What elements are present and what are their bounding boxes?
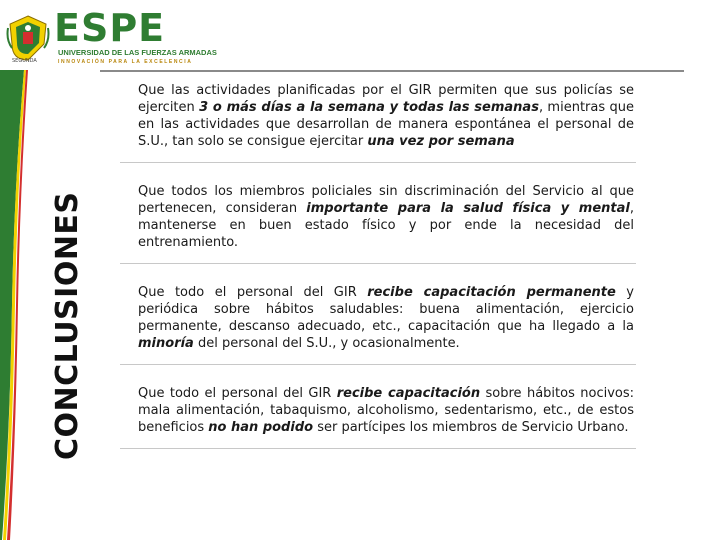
crest-label: SEGUNDA xyxy=(12,58,37,64)
flag-stripe-decoration xyxy=(0,70,28,540)
emphasized-text: 3 o más días a la semana y todas las semanas xyxy=(199,100,539,115)
page-title: CONCLUSIONES xyxy=(50,191,85,460)
conclusion-text: , mientras que en las actividades que desarrollan de manera espontánea el personal de S.U., tan solo se consigue ejercitar xyxy=(138,100,634,149)
brand-tagline: INNOVACIÓN PARA LA EXCELENCIA xyxy=(58,59,193,65)
conclusion-text: Que todos los miembros policiales sin discriminación del Servicio al que pertenecen, consideran xyxy=(138,184,634,216)
emphasized-text: no han podido xyxy=(208,420,314,435)
conclusion-item xyxy=(120,379,640,448)
emphasized-text: importante para la salud física y mental xyxy=(306,201,630,216)
brand-subtitle: UNIVERSIDAD DE LAS FUERZAS ARMADAS xyxy=(58,48,217,57)
conclusion-text: , mantenerse en buen estado físico y por ende la necesidad del entrenamiento. xyxy=(138,201,635,250)
conclusion-text: Que todo el personal del GIR xyxy=(138,386,337,401)
conclusion-text: Que las actividades planificadas por el GIR permiten que sus policías se ejerciten xyxy=(138,83,634,115)
espe-logo xyxy=(54,6,217,65)
emphasized-text: recibe capacitación xyxy=(336,386,481,401)
emphasized-text: minoría xyxy=(138,336,194,351)
university-crest-logo xyxy=(6,14,50,62)
item-divider xyxy=(120,263,636,264)
conclusion-text: ser partícipes los miembros de Servicio Urbano. xyxy=(313,420,629,435)
header-divider xyxy=(100,70,684,72)
item-divider xyxy=(120,162,636,163)
conclusion-item xyxy=(120,76,640,162)
conclusion-text: sobre hábitos nocivos: mala alimentación, tabaquismo, alcoholismo, sedentarismo, etc., de estos beneficios xyxy=(138,386,635,435)
emphasized-text: recibe capacitación permanente xyxy=(367,285,616,300)
conclusions-list xyxy=(120,76,640,463)
conclusion-item xyxy=(120,177,640,263)
item-divider xyxy=(120,448,636,449)
conclusion-text: Que todo el personal del GIR xyxy=(138,285,368,300)
conclusion-item xyxy=(120,278,640,364)
conclusion-text: del personal del S.U., y ocasionalmente. xyxy=(193,336,460,351)
item-divider xyxy=(120,364,636,365)
emphasized-text: una vez por semana xyxy=(367,134,515,149)
conclusion-text: y periódica sobre hábitos saludables: buena alimentación, ejercicio permanente, descanso adecuado, etc., capacitación que ha llegado a la xyxy=(138,285,635,334)
brand-wordmark: ESPE xyxy=(54,6,166,50)
